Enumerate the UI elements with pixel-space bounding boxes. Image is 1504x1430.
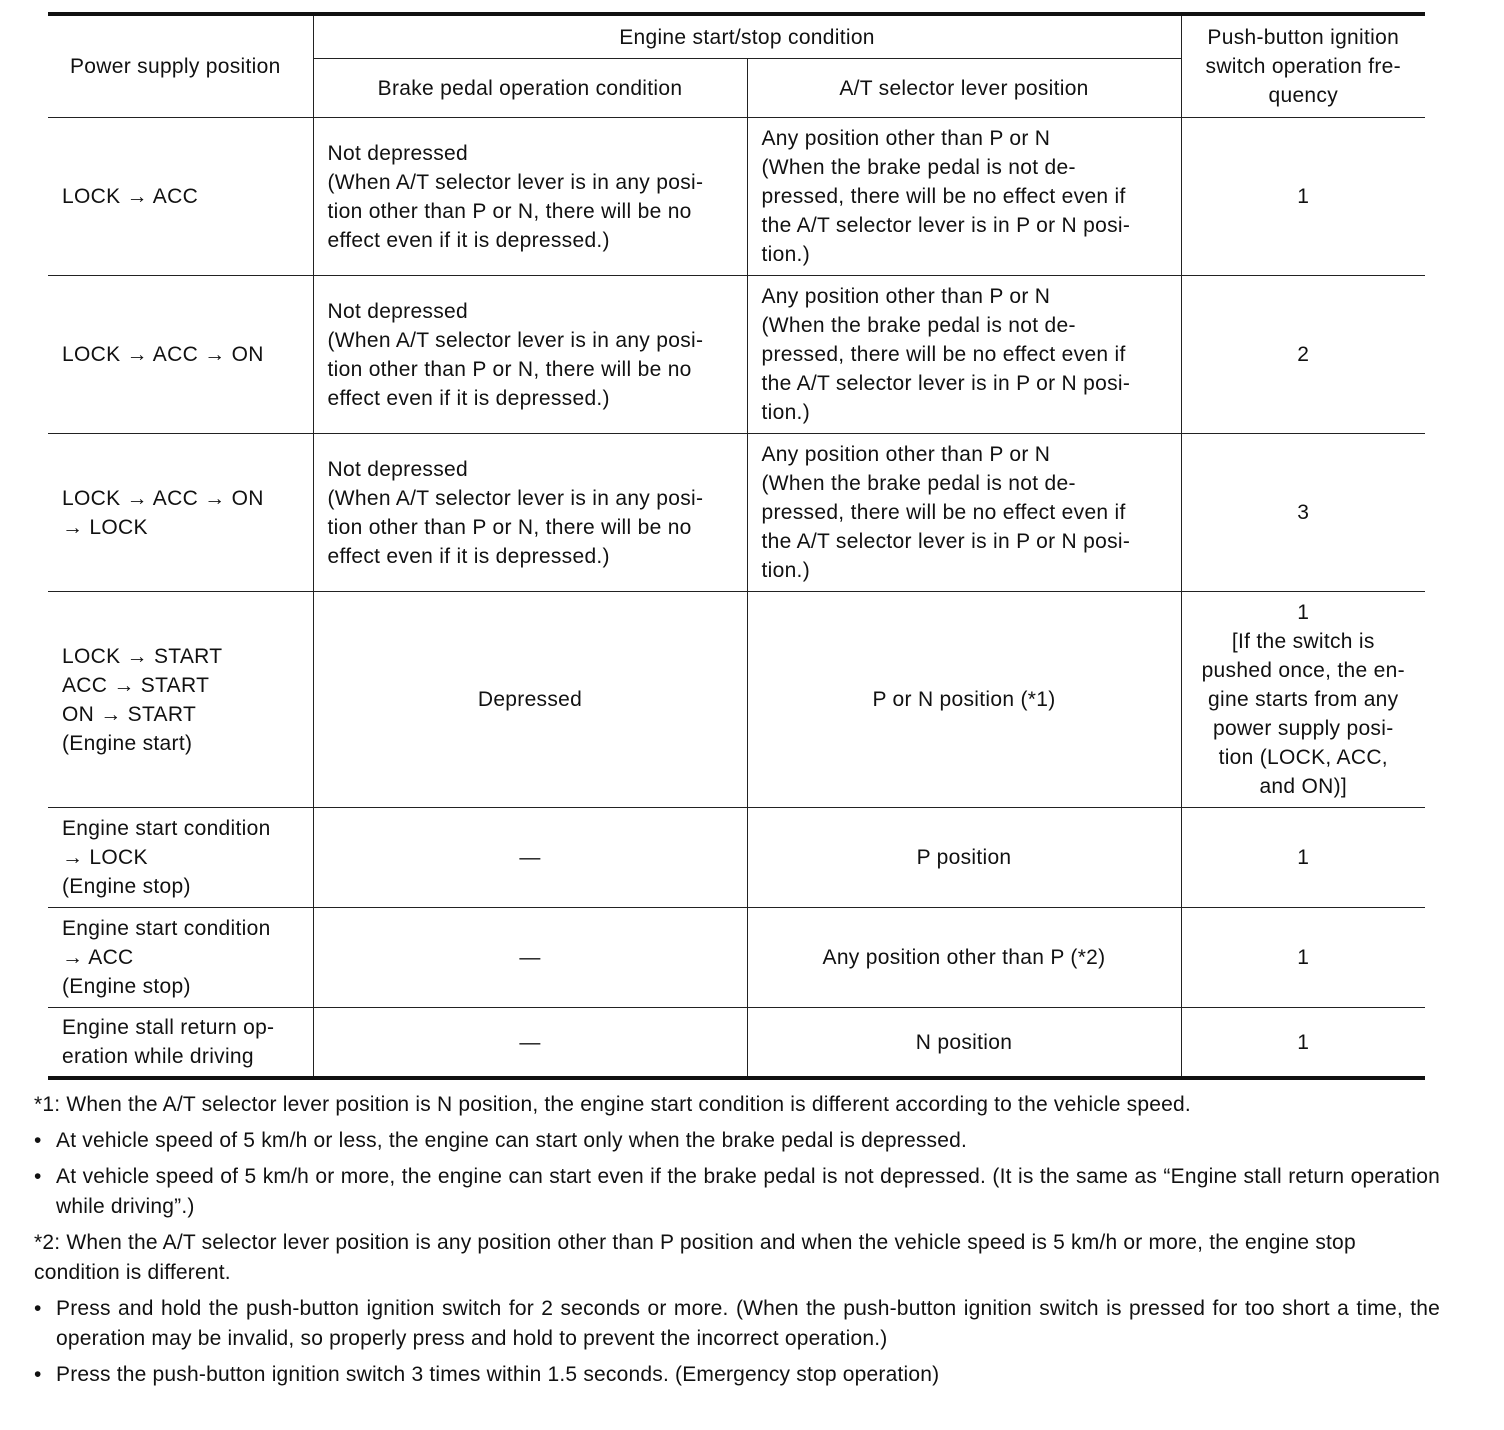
cell-selector-position: Any position other than P or N (When the brake pedal is not de- pressed, there will be no effect even if the A/T selector lever is in P or N posi- tion.) <box>747 276 1181 434</box>
cell-selector-position: N position <box>747 1008 1181 1079</box>
list-item <box>34 1126 1440 1156</box>
condition-table-container <box>48 12 1425 1080</box>
cell-frequency: 2 <box>1181 276 1425 434</box>
cell-power-position: LOCK → ACC → ON <box>48 276 313 434</box>
cell-power-position: Engine start condition → LOCK (Engine stop) <box>48 808 313 908</box>
cell-brake-condition: Not depressed (When A/T selector lever is in any posi- tion other than P or N, there will be no effect even if it is depressed.) <box>313 434 747 592</box>
cell-frequency: 1 <box>1181 808 1425 908</box>
footnote-1-bullet: At vehicle speed of 5 km/h or more, the engine can start even if the brake pedal is not depressed. (It is the same as “Engine stall return operation while driving”.) <box>56 1165 1440 1218</box>
cell-brake-condition: — <box>313 908 747 1008</box>
cell-frequency: 1 <box>1181 118 1425 276</box>
cell-brake-condition: Not depressed (When A/T selector lever is in any posi- tion other than P or N, there will be no effect even if it is depressed.) <box>313 118 747 276</box>
header-operation-frequency: Push-button ignition switch operation fre- quency <box>1181 14 1425 118</box>
header-brake-pedal-condition: Brake pedal operation condition <box>313 59 747 118</box>
footnote-2-bullet: Press and hold the push-button ignition switch for 2 seconds or more. (When the push-button ignition switch is pressed for too short a time, the operation may be invalid, so properly press and hold to prevent the incorrect operation.) <box>56 1297 1440 1350</box>
footnote-2: *2: When the A/T selector lever position is any position other than P position and when the vehicle speed is 5 km/h or more, the engine stop condition is different. <box>34 1231 1356 1284</box>
bullet-icon: • <box>34 1129 42 1152</box>
cell-selector-position: P or N position (*1) <box>747 592 1181 808</box>
table-row <box>48 592 1425 808</box>
table-row <box>48 118 1425 276</box>
cell-power-position: Engine start condition → ACC (Engine stop) <box>48 908 313 1008</box>
header-engine-start-stop-condition: Engine start/stop condition <box>313 14 1181 59</box>
cell-frequency: 3 <box>1181 434 1425 592</box>
footnote-1: *1: When the A/T selector lever position is N position, the engine start condition is different according to the vehicle speed. <box>34 1093 1191 1116</box>
table-row <box>48 1008 1425 1079</box>
cell-brake-condition: Depressed <box>313 592 747 808</box>
cell-selector-position: Any position other than P or N (When the brake pedal is not de- pressed, there will be no effect even if the A/T selector lever is in P or N posi- tion.) <box>747 118 1181 276</box>
cell-power-position: LOCK → ACC → ON → LOCK <box>48 434 313 592</box>
cell-frequency: 1 <box>1181 1008 1425 1079</box>
cell-brake-condition: Not depressed (When A/T selector lever is in any posi- tion other than P or N, there will be no effect even if it is depressed.) <box>313 276 747 434</box>
cell-frequency: 1 [If the switch is pushed once, the en- gine starts from any power supply posi- tion (LOCK, ACC, and ON)] <box>1181 592 1425 808</box>
cell-brake-condition: — <box>313 1008 747 1079</box>
table-row <box>48 908 1425 1008</box>
list-item <box>34 1294 1440 1354</box>
cell-selector-position: Any position other than P or N (When the brake pedal is not de- pressed, there will be no effect even if the A/T selector lever is in P or N posi- tion.) <box>747 434 1181 592</box>
table-row <box>48 434 1425 592</box>
header-power-supply-position: Power supply position <box>48 14 313 118</box>
footnotes <box>34 1090 1440 1396</box>
bullet-icon: • <box>34 1297 42 1320</box>
table-row <box>48 276 1425 434</box>
cell-power-position: LOCK → ACC <box>48 118 313 276</box>
list-item <box>34 1360 1440 1390</box>
table-row <box>48 808 1425 908</box>
footnote-1-bullet: At vehicle speed of 5 km/h or less, the engine can start only when the brake pedal is depressed. <box>56 1129 968 1152</box>
cell-brake-condition: — <box>313 808 747 908</box>
cell-power-position: Engine stall return op- eration while driving <box>48 1008 313 1079</box>
bullet-icon: • <box>34 1363 42 1386</box>
header-row-1 <box>48 14 1425 59</box>
bullet-icon: • <box>34 1165 42 1188</box>
cell-selector-position: Any position other than P (*2) <box>747 908 1181 1008</box>
footnote-2-bullet: Press the push-button ignition switch 3 times within 1.5 seconds. (Emergency stop operation) <box>56 1363 940 1386</box>
header-at-selector-position: A/T selector lever position <box>747 59 1181 118</box>
cell-power-position: LOCK → START ACC → START ON → START (Engine start) <box>48 592 313 808</box>
engine-start-stop-table <box>48 12 1425 1080</box>
cell-frequency: 1 <box>1181 908 1425 1008</box>
list-item <box>34 1162 1440 1222</box>
cell-selector-position: P position <box>747 808 1181 908</box>
